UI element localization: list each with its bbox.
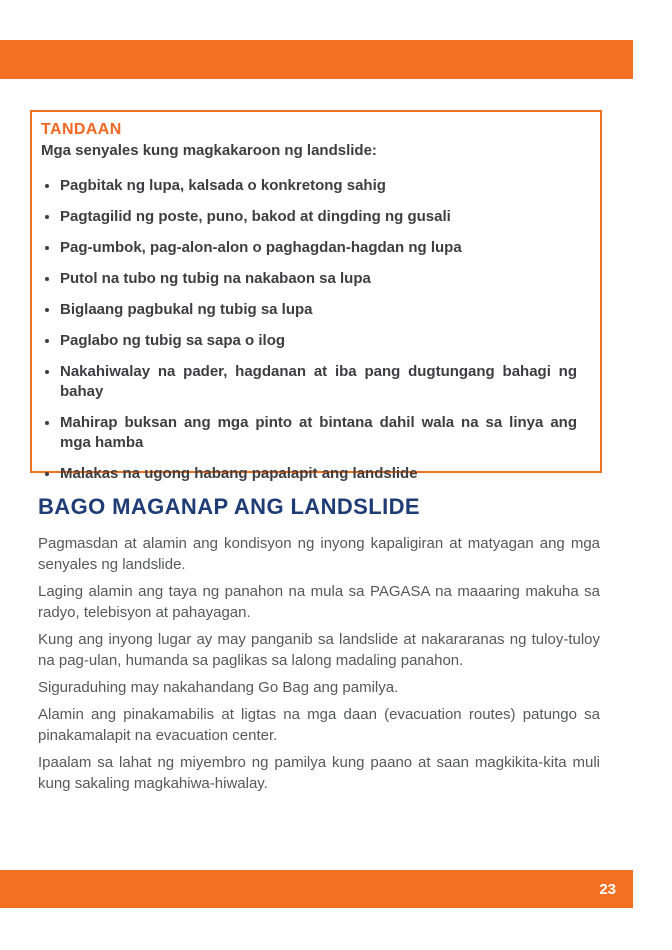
section-body [38, 533, 600, 800]
list-item [41, 300, 577, 320]
list-item [41, 413, 577, 453]
body-paragraph: Kung ang inyong lugar ay may panganib sa landslide at nakararanas ng tuloy-tuloy na pag-ulan, humanda sa paglikas sa lalong madaling panahon. [38, 631, 600, 669]
body-paragraph: Alamin ang pinakamabilis at ligtas na mga daan (evacuation routes) patungo sa pinakamalapit na evacuation center. [38, 706, 600, 744]
signal-list [41, 176, 588, 484]
list-item-text: Pagbitak ng lupa, kalsada o konkretong sahig [60, 177, 386, 194]
list-item-text: Nakahiwalay na pader, hagdanan at iba pang dugtungang bahagi ng bahay [60, 363, 577, 400]
list-item-text: Pag-umbok, pag-alon-alon o paghagdan-hagdan ng lupa [60, 239, 462, 256]
bullet-icon [45, 421, 49, 425]
bullet-icon [45, 215, 49, 219]
bullet-icon [45, 472, 49, 476]
section-heading: BAGO MAGANAP ANG LANDSLIDE [38, 494, 420, 519]
list-item [41, 207, 577, 227]
bullet-icon [45, 308, 49, 312]
bullet-icon [45, 370, 49, 374]
bullet-icon [45, 277, 49, 281]
list-item [41, 238, 577, 258]
list-item-text: Malakas na ugong habang papalapit ang landslide [60, 465, 418, 482]
notice-subtitle: Mga senyales kung magkakaroon ng landslide: [41, 142, 377, 159]
notice-box [30, 110, 602, 482]
body-paragraph: Ipaalam sa lahat ng miyembro ng pamilya kung paano at saan magkikita-kita muli kung sakaling magkahiwa-hiwalay. [38, 754, 600, 792]
list-item [41, 176, 577, 196]
body-paragraph: Siguraduhing may nakahandang Go Bag ang pamilya. [38, 679, 399, 696]
list-item-text: Pagtagilid ng poste, puno, bakod at dingding ng gusali [60, 208, 451, 225]
body-paragraph: Laging alamin ang taya ng panahon na mula sa PAGASA na maaaring makuha sa radyo, telebisyon at pahayagan. [38, 583, 600, 621]
page-number: 23 [599, 880, 616, 898]
list-item [41, 464, 577, 484]
list-item [41, 331, 577, 351]
list-item-text: Mahirap buksan ang mga pinto at bintana dahil wala na sa linya ang mga hamba [60, 414, 577, 451]
bullet-icon [45, 246, 49, 250]
list-item-text: Biglaang pagbukal ng tubig sa lupa [60, 301, 313, 318]
list-item [41, 269, 577, 289]
bullet-icon [45, 339, 49, 343]
body-paragraph: Pagmasdan at alamin ang kondisyon ng inyong kapaligiran at matyagan ang mga senyales ng landslide. [38, 535, 600, 573]
header-bar [0, 40, 633, 79]
list-item-text: Putol na tubo ng tubig na nakabaon sa lupa [60, 270, 371, 287]
bullet-icon [45, 184, 49, 188]
notice-title: TANDAAN [41, 121, 122, 138]
footer-bar [0, 870, 633, 908]
list-item-text: Paglabo ng tubig sa sapa o ilog [60, 332, 286, 349]
list-item [41, 362, 577, 402]
